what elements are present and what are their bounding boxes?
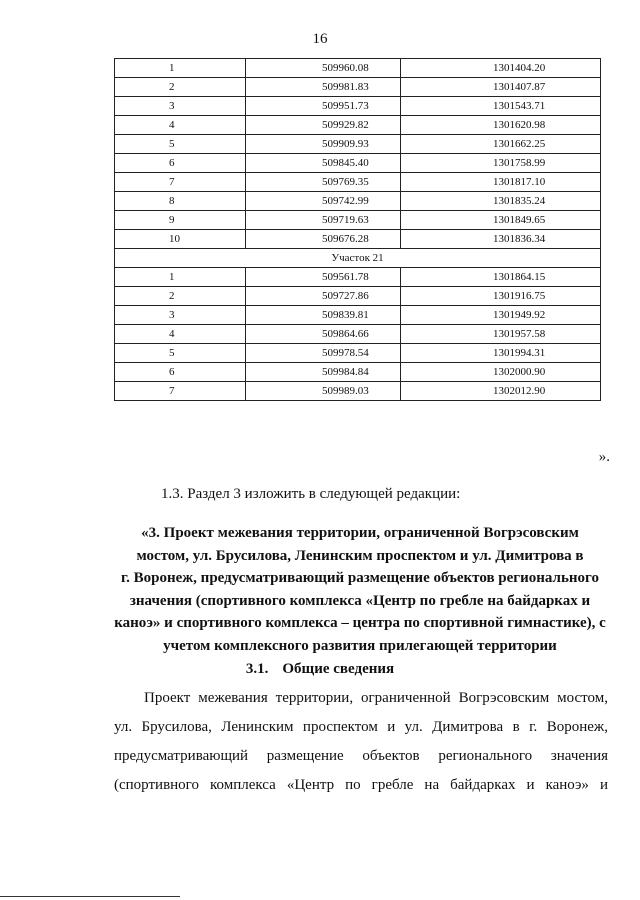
table-row: [115, 116, 601, 135]
body-line: Проект межевания территории, ограниченной Вогрэсовским мостом,: [144, 690, 608, 706]
table-row: [115, 306, 601, 325]
point-number: 1: [115, 59, 246, 78]
point-number: 3: [115, 97, 246, 116]
table-row: [115, 382, 601, 401]
coord-x: 509742.99: [246, 192, 401, 211]
coord-y: 1301957.58: [401, 325, 601, 344]
instruction-text: 1.3. Раздел 3 изложить в следующей редакции:: [161, 486, 461, 502]
body-line: (спортивного комплекса «Центр по гребле на байдарках и каноэ» и: [114, 777, 608, 793]
coord-y: 1301620.98: [401, 116, 601, 135]
heading-line: «3. Проект межевания территории, ограниченной Вогрэсовским: [141, 525, 579, 541]
coord-x: 509984.84: [246, 363, 401, 382]
table-row: [115, 78, 601, 97]
subsection-heading: [0, 661, 640, 678]
footnote-divider: [0, 896, 180, 897]
coord-y: 1301543.71: [401, 97, 601, 116]
table-row: [115, 154, 601, 173]
table-row: [115, 268, 601, 287]
point-number: 9: [115, 211, 246, 230]
coord-y: 1301758.99: [401, 154, 601, 173]
table-row: [115, 135, 601, 154]
coord-x: 509960.08: [246, 59, 401, 78]
coord-y: 1301994.31: [401, 344, 601, 363]
heading-line: мостом, ул. Брусилова, Ленинским проспектом и ул. Димитрова в: [136, 547, 584, 564]
coord-x: 509676.28: [246, 230, 401, 249]
section-heading: [100, 522, 620, 657]
coord-x: 509561.78: [246, 268, 401, 287]
coord-y: 1301817.10: [401, 173, 601, 192]
table-row: [115, 97, 601, 116]
coordinates-table: [114, 58, 601, 401]
coord-y: 1301916.75: [401, 287, 601, 306]
point-number: 2: [115, 78, 246, 97]
coord-x: 509978.54: [246, 344, 401, 363]
table-row: [115, 192, 601, 211]
table-row: [115, 287, 601, 306]
heading-line: значения (спортивного комплекса «Центр по гребле на байдарках и: [129, 592, 591, 609]
coord-y: 1301864.15: [401, 268, 601, 287]
coord-x: 509769.35: [246, 173, 401, 192]
coord-y: 1301849.65: [401, 211, 601, 230]
coord-y: 1302012.90: [401, 382, 601, 401]
point-number: 7: [115, 382, 246, 401]
heading-line: каноэ» и спортивного комплекса – центра по спортивной гимнастике), с: [114, 615, 606, 631]
table-row: [115, 211, 601, 230]
heading-line: г. Воронеж, предусматривающий размещение объектов регионального: [121, 570, 599, 586]
coord-x: 509909.93: [246, 135, 401, 154]
coord-y: 1301662.25: [401, 135, 601, 154]
point-number: 3: [115, 306, 246, 325]
point-number: 6: [115, 154, 246, 173]
body-line: предусматривающий размещение объектов регионального значения: [114, 748, 608, 764]
coord-y: 1301404.20: [401, 59, 601, 78]
table-row: [115, 173, 601, 192]
coord-y: 1302000.90: [401, 363, 601, 382]
page-number: 16: [312, 31, 328, 47]
point-number: 8: [115, 192, 246, 211]
subsection-title: Общие сведения: [282, 661, 395, 677]
coord-x: 509719.63: [246, 211, 401, 230]
point-number: 4: [115, 325, 246, 344]
coord-x: 509981.83: [246, 78, 401, 97]
coord-y: 1301949.92: [401, 306, 601, 325]
section-row: [115, 249, 601, 268]
point-number: 10: [115, 230, 246, 249]
coord-x: 509929.82: [246, 116, 401, 135]
table-row: [115, 230, 601, 249]
coord-y: 1301835.24: [401, 192, 601, 211]
table-row: [115, 325, 601, 344]
subsection-number: 3.1.: [245, 661, 269, 677]
body-paragraph: [114, 684, 608, 800]
closing-quote: ».: [598, 449, 610, 465]
coord-x: 509727.86: [246, 287, 401, 306]
table-row: [115, 363, 601, 382]
coord-y: 1301836.34: [401, 230, 601, 249]
coord-x: 509864.66: [246, 325, 401, 344]
section-label: Участок 21: [115, 249, 601, 268]
coord-x: 509989.03: [246, 382, 401, 401]
point-number: 2: [115, 287, 246, 306]
table-row: [115, 344, 601, 363]
heading-line: учетом комплексного развития прилегающей территории: [163, 637, 557, 654]
coord-y: 1301407.87: [401, 78, 601, 97]
coord-x: 509845.40: [246, 154, 401, 173]
coord-x: 509839.81: [246, 306, 401, 325]
point-number: 4: [115, 116, 246, 135]
table-row: [115, 59, 601, 78]
point-number: 6: [115, 363, 246, 382]
point-number: 7: [115, 173, 246, 192]
coord-x: 509951.73: [246, 97, 401, 116]
point-number: 5: [115, 135, 246, 154]
body-line: ул. Брусилова, Ленинским проспектом и ул. Димитрова в г. Воронеж,: [114, 719, 608, 735]
point-number: 5: [115, 344, 246, 363]
point-number: 1: [115, 268, 246, 287]
